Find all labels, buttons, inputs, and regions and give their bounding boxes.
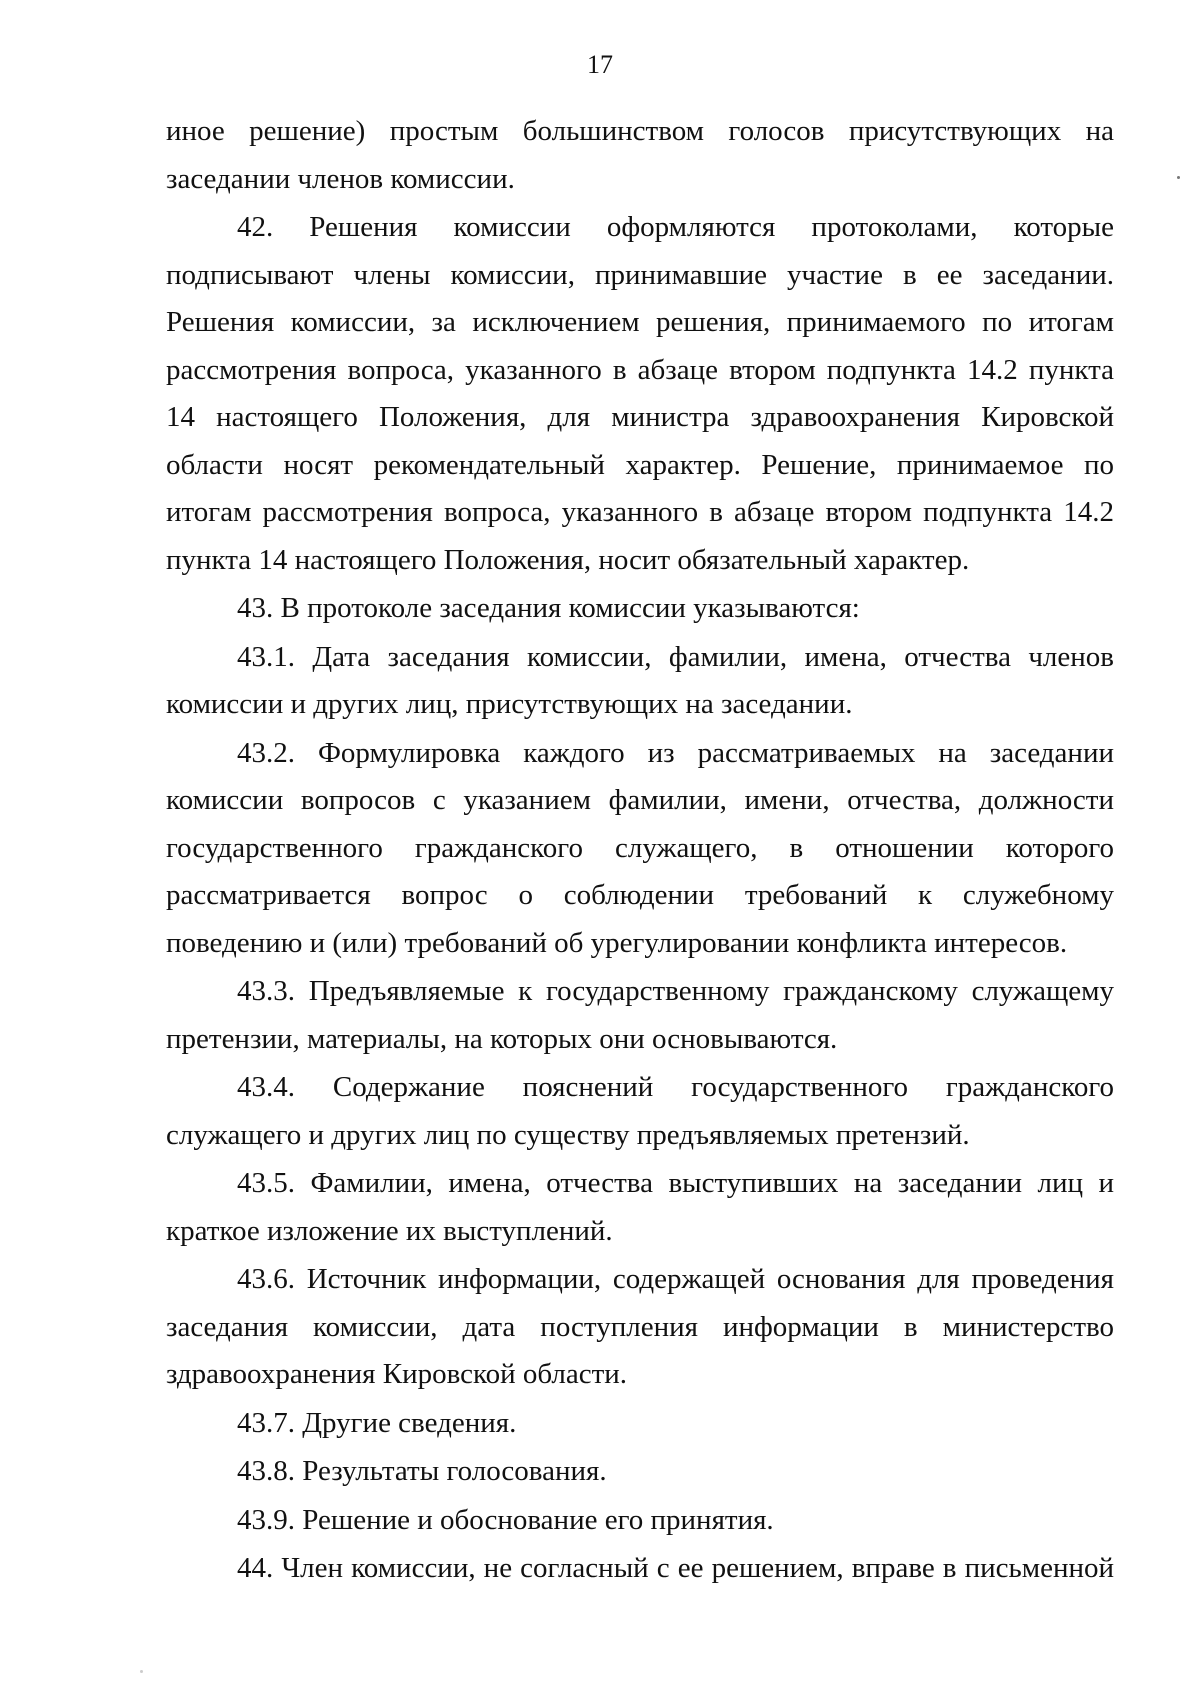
paragraph-43-1: 43.1. Дата заседания комиссии, фамилии, имена, отчества членов комиссии и других лиц, присутствующих на заседании. (166, 640, 1114, 720)
page-number: 17 (587, 50, 613, 79)
scan-speck (140, 1670, 143, 1673)
paragraph-44: 44. Член комиссии, не согласный с ее решением, вправе в письменной (237, 1552, 1114, 1584)
paragraph-43-5: 43.5. Фамилии, имена, отчества выступивших на заседании лиц и краткое изложение их выступлений. (166, 1167, 1114, 1247)
paragraph-43-7: 43.7. Другие сведения. (237, 1406, 517, 1439)
document-body (166, 108, 1114, 1593)
paragraph-43-9: 43.9. Решение и обоснование его принятия. (237, 1503, 774, 1536)
paragraph-43: 43. В протоколе заседания комиссии указываются: (237, 592, 860, 624)
paragraph-43-4: 43.4. Содержание пояснений государственного гражданского служащего и других лиц по существу предъявляемых претензий. (166, 1071, 1114, 1151)
paragraph-43-2: 43.2. Формулировка каждого из рассматриваемых на заседании комиссии вопросов с указанием фамилии, имени, отчества, должности государственного гражданского служащего, в отношении которого рассматривается вопрос о соблюдении требований к служебному поведению и (или) требований об урегулировании конфликта интересов. (166, 736, 1114, 959)
scan-speck (1177, 176, 1180, 179)
paragraph-43-6: 43.6. Источник информации, содержащей основания для проведения заседания комиссии, дата поступления информации в министерство здравоохранения Кировской области. (166, 1263, 1114, 1390)
paragraph-42: 42. Решения комиссии оформляются протоколами, которые подписывают члены комиссии, принимавшие участие в ее заседании. Решения комиссии, за исключением решения, принимаемого по итогам рассмотрения вопроса, указанного в абзаце втором подпункта 14.2 пункта 14 настоящего Положения, для министра здравоохранения Кировской области носят рекомендательный характер. Решение, принимаемое по итогам рассмотрения вопроса, указанного в абзаце втором подпункта 14.2 пункта 14 настоящего Положения, носит обязательный характер. (166, 211, 1114, 576)
paragraph-41-continuation: иное решение) простым большинством голосов присутствующих на заседании членов комиссии. (166, 115, 1114, 195)
paragraph-43-8: 43.8. Результаты голосования. (237, 1455, 607, 1487)
paragraph-43-3: 43.3. Предъявляемые к государственному гражданскому служащему претензии, материалы, на которых они основываются. (166, 975, 1114, 1055)
